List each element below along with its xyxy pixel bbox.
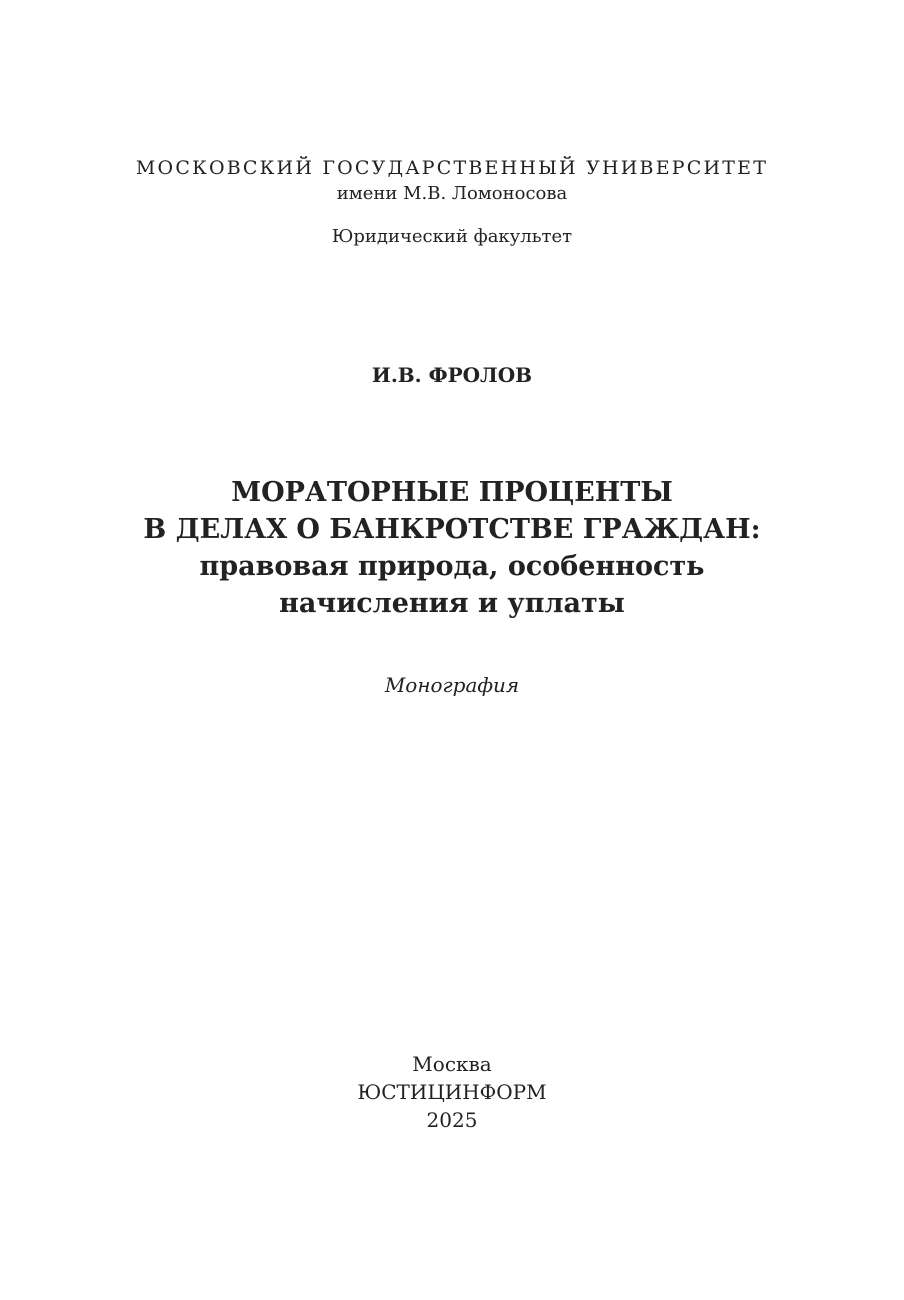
university-subtitle: имени М.В. Ломоносова	[336, 183, 568, 204]
title-line: начисления и уплаты	[279, 588, 625, 619]
author-name: И.В. ФРОЛОВ	[371, 363, 533, 387]
university-name: МОСКОВСКИЙ ГОСУДАРСТВЕННЫЙ УНИВЕРСИТЕТ	[135, 157, 769, 179]
faculty-name: Юридический факультет	[331, 226, 573, 247]
book-title	[0, 474, 904, 622]
title-line: В ДЕЛАХ О БАНКРОТСТВЕ ГРАЖДАН:	[143, 514, 761, 545]
imprint-publisher: ЮСТИЦИНФОРМ	[357, 1080, 547, 1104]
title-line: МОРАТОРНЫЕ ПРОЦЕНТЫ	[231, 477, 673, 508]
imprint-city: Москва	[412, 1052, 492, 1076]
genre-label: Монография	[384, 673, 520, 697]
imprint	[0, 1050, 904, 1134]
imprint-year: 2025	[426, 1108, 478, 1132]
title-line: правовая природа, особенность	[199, 551, 705, 582]
